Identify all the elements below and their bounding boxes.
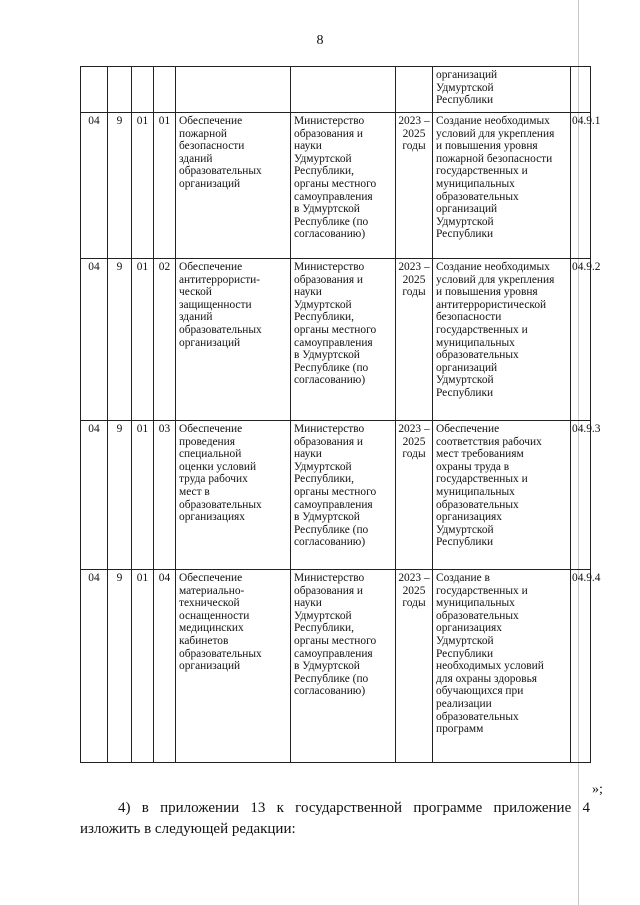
cell-period [396, 67, 433, 113]
cell-executor: Министерство образования и науки Удмуртской Республики, органы местного самоуправления в Удмуртской Республике (по согласованию) [291, 570, 396, 763]
table-row [81, 421, 591, 570]
cell-indicator-ref: 04.9.4 [571, 570, 591, 763]
cell-code-main-activity: 01 [132, 113, 154, 259]
cell-executor: Министерство образования и науки Удмуртской Республики, органы местного самоуправления в Удмуртской Республике (по согласованию) [291, 259, 396, 421]
cell-expected-result: Создание необходимых условий для укрепления и повышения уровня антитеррористической безопасности государственных и муниципальных образовательных организаций Удмуртской Республики [433, 259, 571, 421]
page-number: 8 [316, 33, 324, 48]
cell-code-subprogram [108, 67, 132, 113]
program-table [80, 66, 601, 763]
cell-activity-name [176, 67, 291, 113]
cell-period: 2023 – 2025 годы [396, 259, 433, 421]
closing-quote: »; [592, 782, 603, 797]
cell-expected-result: организаций Удмуртской Республики [433, 67, 571, 113]
cell-executor: Министерство образования и науки Удмуртской Республики, органы местного самоуправления в Удмуртской Республике (по согласованию) [291, 113, 396, 259]
cell-code-activity: 02 [154, 259, 176, 421]
cell-activity-name: Обеспечение материально- технической оснащенности медицинских кабинетов образовательных организаций [176, 570, 291, 763]
cell-code-program: 04 [81, 421, 108, 570]
cell-code-program: 04 [81, 113, 108, 259]
cell-executor: Министерство образования и науки Удмуртской Республики, органы местного самоуправления в Удмуртской Республике (по согласованию) [291, 421, 396, 570]
paragraph-line-1: 4) в приложении 13 к государственной программе приложение 4 [118, 800, 590, 816]
cell-indicator-ref: 04.9.1 [571, 113, 591, 259]
cell-code-activity: 01 [154, 113, 176, 259]
cell-period: 2023 – 2025 годы [396, 421, 433, 570]
cell-code-main-activity: 01 [132, 421, 154, 570]
cell-expected-result: Создание в государственных и муниципальных образовательных организациях Удмуртской Республики необходимых условий для охраны здоровья обучающихся при реализации образовательных программ [433, 570, 571, 763]
cell-activity-name: Обеспечение антитеррористи- ческой защищенности зданий образовательных организаций [176, 259, 291, 421]
table-row [81, 570, 591, 763]
table-row [81, 259, 591, 421]
cell-indicator-ref [571, 67, 591, 113]
table-row-continuation [81, 67, 591, 113]
cell-code-main-activity: 01 [132, 570, 154, 763]
paragraph-line-2: изложить в следующей редакции: [80, 821, 296, 837]
cell-activity-name: Обеспечение пожарной безопасности зданий образовательных организаций [176, 113, 291, 259]
cell-period: 2023 – 2025 годы [396, 570, 433, 763]
cell-code-main-activity: 01 [132, 259, 154, 421]
table-row [81, 113, 591, 259]
cell-code-subprogram: 9 [108, 570, 132, 763]
cell-code-activity: 03 [154, 421, 176, 570]
cell-indicator-ref: 04.9.3 [571, 421, 591, 570]
cell-code-program: 04 [81, 570, 108, 763]
cell-code-activity: 04 [154, 570, 176, 763]
cell-period: 2023 – 2025 годы [396, 113, 433, 259]
amendment-paragraph [80, 798, 590, 840]
cell-code-main-activity [132, 67, 154, 113]
cell-code-subprogram: 9 [108, 421, 132, 570]
cell-code-program [81, 67, 108, 113]
cell-code-subprogram: 9 [108, 259, 132, 421]
cell-activity-name: Обеспечение проведения специальной оценки условий труда рабочих мест в образовательных организациях [176, 421, 291, 570]
cell-expected-result: Создание необходимых условий для укрепления и повышения уровня пожарной безопасности государственных и муниципальных образовательных организаций Удмуртской Республики [433, 113, 571, 259]
cell-code-program: 04 [81, 259, 108, 421]
cell-indicator-ref: 04.9.2 [571, 259, 591, 421]
cell-code-activity [154, 67, 176, 113]
cell-executor [291, 67, 396, 113]
cell-code-subprogram: 9 [108, 113, 132, 259]
cell-expected-result: Обеспечение соответствия рабочих мест требованиям охраны труда в государственных и муниципальных образовательных организациях Удмуртской Республики [433, 421, 571, 570]
